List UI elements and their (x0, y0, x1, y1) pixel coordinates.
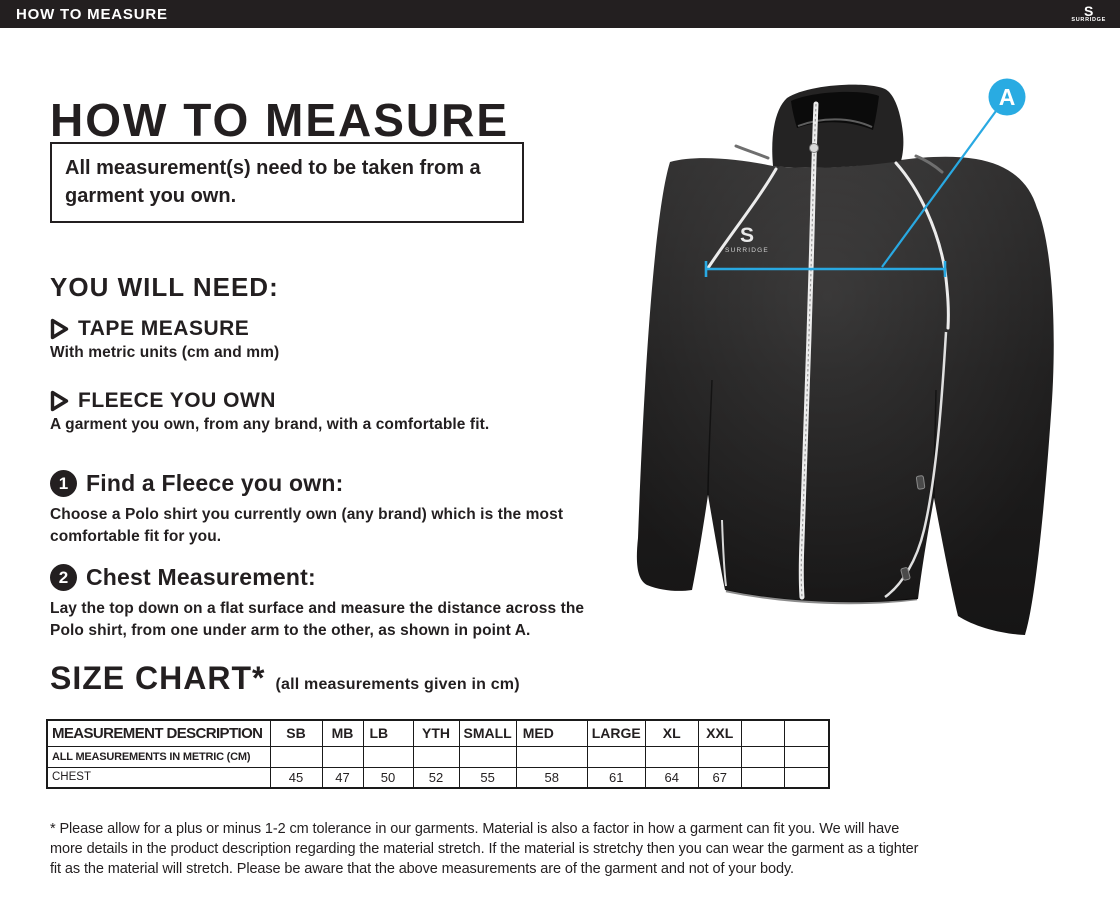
side-zip-pull (916, 476, 925, 490)
cell: 61 (587, 767, 645, 788)
cell: 47 (322, 767, 363, 788)
fleece-jacket-illustration (630, 70, 1100, 665)
brand-logo-icon: S (1084, 2, 1094, 19)
size-chart-subtitle: (all measurements given in cm) (275, 676, 520, 693)
you-will-need-heading: YOU WILL NEED: (50, 271, 279, 302)
need-item-tape-measure (50, 317, 610, 362)
table-row (47, 746, 829, 767)
cell (784, 767, 829, 788)
cell (270, 746, 322, 767)
cell (363, 746, 413, 767)
brand-logo (1071, 2, 1120, 24)
column-header: MB (322, 720, 363, 746)
cell: 58 (516, 767, 587, 788)
cell (741, 746, 784, 767)
step-title: Chest Measurement: (86, 564, 316, 590)
row-label: CHEST (47, 767, 270, 788)
brand-logo-text: SURRIDGE (1071, 16, 1106, 23)
page-title: HOW TO MEASURE (50, 93, 510, 146)
cell: 67 (698, 767, 741, 788)
need-item-description: A garment you own, from any brand, with a comfortable fit. (50, 416, 490, 433)
page-header-bar (0, 0, 1120, 28)
garment-logo-icon: S (739, 224, 755, 247)
cell: 45 (270, 767, 322, 788)
column-header: LB (363, 720, 413, 746)
need-item-description: With metric units (cm and mm) (50, 344, 280, 361)
step-title: Find a Fleece you own: (86, 470, 344, 496)
cell: 55 (459, 767, 516, 788)
table-header-row (47, 720, 829, 746)
need-item-fleece (50, 389, 610, 434)
measurement-notice-box: All measurement(s) need to be taken from a garment you own. (50, 142, 524, 223)
size-chart-title: SIZE CHART* (50, 660, 266, 696)
need-item-title: TAPE MEASURE (78, 317, 250, 340)
step-description: Choose a Polo shirt you currently own (any brand) which is the most comfortable fit for you. (50, 506, 564, 546)
column-header: MEASUREMENT DESCRIPTION (47, 720, 270, 746)
step-2 (50, 564, 598, 643)
column-header: XXL (698, 720, 741, 746)
cell (322, 746, 363, 767)
step-number-badge: 2 (50, 564, 77, 591)
table-row (47, 767, 829, 788)
point-a-label: A (998, 84, 1016, 110)
size-chart-heading (50, 662, 520, 694)
cell (741, 767, 784, 788)
cell: 64 (645, 767, 698, 788)
cell (516, 746, 587, 767)
tolerance-footnote: * Please allow for a plus or minus 1-2 cm tolerance in our garments. Material is also a factor in how a garment can fit you. We will have more details in the product description regarding the material stretch. If the material is stretchy then you can wear the garment as a tighter fit as the material will stretch. Please be aware that the above measurements are of the garment and not of your body. (50, 820, 919, 878)
cell (459, 746, 516, 767)
triangle-bullet-icon (50, 390, 69, 412)
triangle-bullet-icon (50, 318, 69, 340)
column-header: XL (645, 720, 698, 746)
column-header (741, 720, 784, 746)
cell (413, 746, 459, 767)
column-header: MED (516, 720, 587, 746)
step-1 (50, 470, 598, 549)
garment-measurement-figure (630, 70, 1100, 665)
column-header: LARGE (587, 720, 645, 746)
step-number-badge: 1 (50, 470, 77, 497)
header-title: HOW TO MEASURE (16, 5, 168, 23)
cell (645, 746, 698, 767)
cell: 50 (363, 767, 413, 788)
need-item-title: FLEECE YOU OWN (78, 389, 276, 412)
zipper-pull (810, 144, 819, 153)
cell (698, 746, 741, 767)
column-header (784, 720, 829, 746)
cell (587, 746, 645, 767)
step-description: Lay the top down on a flat surface and measure the distance across the Polo shirt, from one under arm to the other, as shown in point A. (50, 600, 585, 640)
column-header: SMALL (459, 720, 516, 746)
cell (784, 746, 829, 767)
cell: 52 (413, 767, 459, 788)
column-header: SB (270, 720, 322, 746)
row-label: ALL MEASUREMENTS IN METRIC (CM) (47, 746, 270, 767)
garment-logo-text: SURRIDGE (725, 247, 769, 254)
column-header: YTH (413, 720, 459, 746)
size-chart-table (46, 719, 830, 789)
